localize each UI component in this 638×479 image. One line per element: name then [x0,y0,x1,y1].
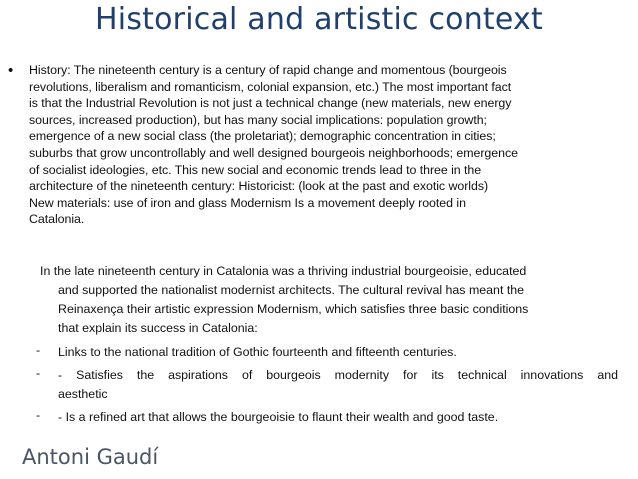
condition-item [58,366,618,404]
history-line: architecture of the nineteenth century: Historicist: (look at the past and exotic worlds) [29,179,489,194]
dash-bullet-icon: - [36,343,41,357]
history-line: revolutions, liberalism and romanticism, colonial expansion, etc.) The most important fact [29,79,512,94]
condition-line: aesthetic [58,387,108,401]
catalonia-line: In the late nineteenth century in Catalonia was a thriving industrial bourgeoisie, educated [40,264,527,278]
history-paragraph [29,62,629,228]
bullet-icon: • [8,62,14,79]
history-line: Catalonia. [29,212,85,227]
condition-item [58,343,618,362]
history-line: of socialist ideologies, etc. This new social and economic trends lead to three in the [29,162,482,177]
slide-title: Historical and artistic context [95,2,543,37]
dash-bullet-icon: - [36,408,41,422]
history-line: suburbs that grow uncontrollably and well designed bourgeois neighborhoods; emergence [29,145,518,160]
dash-bullet-icon: - [36,366,41,380]
history-line: History: The nineteenth century is a century of rapid change and momentous (bourgeois [29,63,507,77]
catalonia-line: and supported the nationalist modernist architects. The cultural revival has meant the [58,283,525,297]
history-line: New materials: use of iron and glass Modernism Is a movement deeply rooted in [29,195,466,210]
footer-title: Antoni Gaudí [22,445,159,469]
catalonia-line: that explain its success in Catalonia: [58,321,258,335]
history-line: is that the Industrial Revolution is not just a technical change (new materials, new energy [29,96,512,111]
condition-line: - Satisfies the aspirations of bourgeois modernity for its technical innovations and [58,368,618,382]
history-line: sources, increased production), but has many social implications: population growth; [29,112,487,127]
condition-line: - Is a refined art that allows the bourgeoisie to flaunt their wealth and good taste. [58,410,499,424]
condition-item [58,408,618,427]
catalonia-paragraph [40,262,625,338]
catalonia-line: Reinaxença their artistic expression Modernism, which satisfies three basic conditions [58,302,529,316]
history-line: emergence of a new social class (the proletariat); demographic concentration in cities; [29,129,496,144]
condition-line: Links to the national tradition of Gothic fourteenth and fifteenth centuries. [58,345,457,359]
